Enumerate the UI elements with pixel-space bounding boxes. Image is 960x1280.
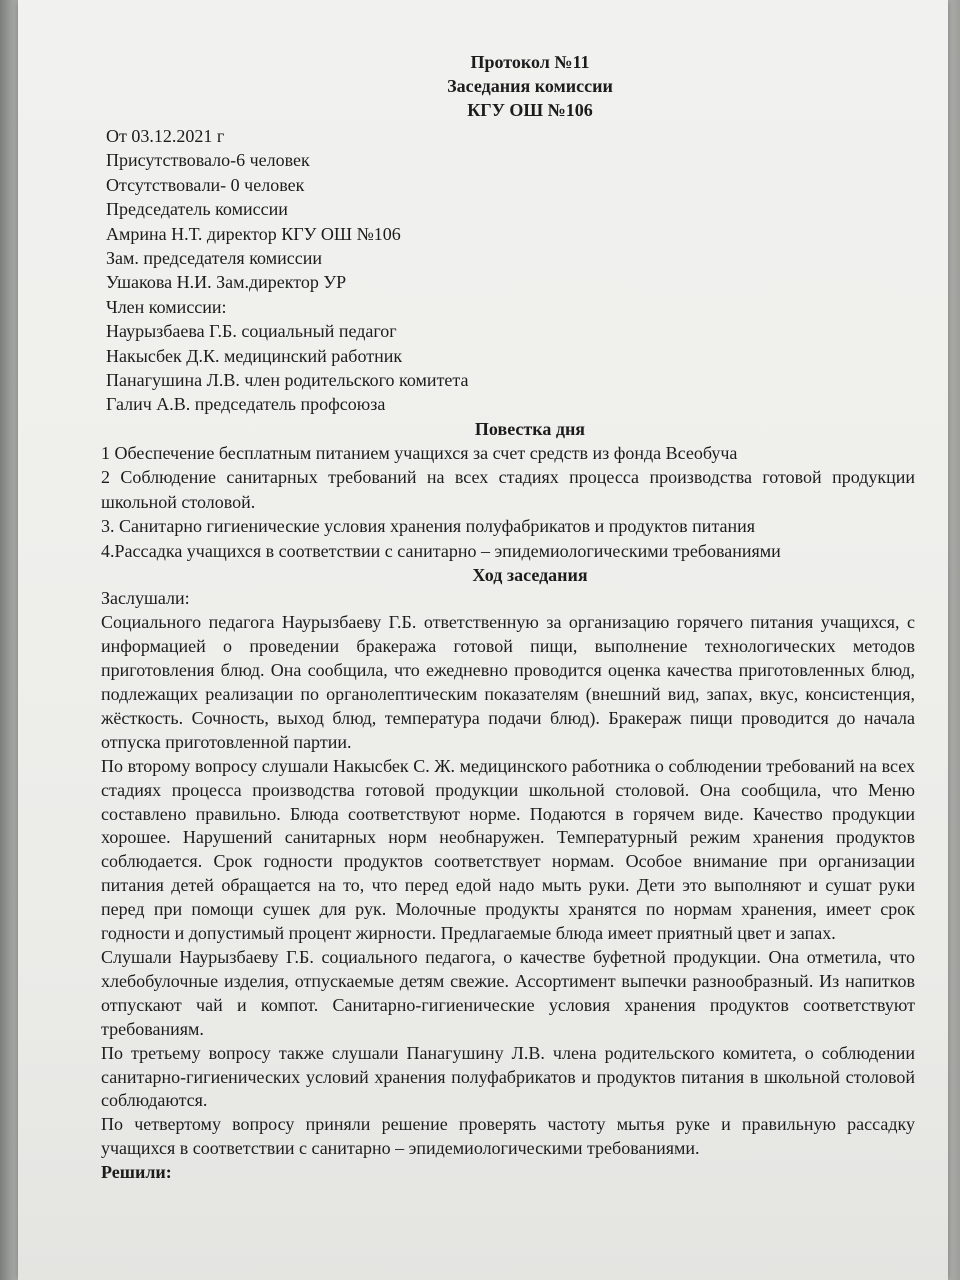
deputy-name: Ушакова Н.И. Зам.директор УР bbox=[106, 272, 347, 293]
agenda-item: 4.Рассадка учащихся в соответствии с санитарно – эпидемиологическими требованиями bbox=[101, 540, 781, 561]
proceedings-paragraph: Социального педагога Наурызбаеву Г.Б. ответственную за организацию горячего питания учащихся, с информацией о проведении бракеража готовой пищи, выполнение технологических методов приготовления блюд. Она сообщила, что ежедневно проводится оценка качества приготовленных блюд, подлежащих реализации по органолептическим показателям (внешний вид, запах, вкус, консистенция, жёсткость. Сочность, выход блюд, температура подачи блюд). Бракераж пищи проводится до начала отпуска приготовленной партии. bbox=[101, 612, 915, 752]
decision-label: Решили: bbox=[101, 1162, 172, 1183]
agenda-item: 1 Обеспечение бесплатным питанием учащихся за счет средств из фонда Всеобуча bbox=[101, 442, 738, 463]
meeting-date: От 03.12.2021 г bbox=[106, 126, 225, 146]
protocol-number: Протокол №11 bbox=[470, 52, 590, 72]
agenda-item: 3. Санитарно гигиенические условия хранения полуфабрикатов и продуктов питания bbox=[101, 516, 756, 537]
members-label: Член комиссии: bbox=[106, 296, 227, 317]
document-sheet bbox=[18, 0, 948, 1280]
proceedings-body bbox=[101, 587, 915, 1185]
chairman-label: Председатель комиссии bbox=[106, 199, 288, 220]
member-item: Накысбек Д.К. медицинский работник bbox=[106, 345, 403, 366]
organization-name: КГУ ОШ №106 bbox=[467, 100, 593, 120]
member-item: Панагушина Л.В. член родительского комитета bbox=[106, 370, 469, 391]
meeting-title: Заседания комиссии bbox=[447, 76, 613, 96]
proceedings-paragraph: Слушали Наурызбаеву Г.Б. социального педагога, о качестве буфетной продукции. Она отметила, что хлебобулочные изделия, отпускаемые детям свежие. Ассортимент выпечки разнообразный. Из напитков отпускают чай и компот. Санитарно-гигиенические условия хранения продуктов соответствуют требованиям. bbox=[101, 946, 915, 1039]
attendance-present: Присутствовало-6 человек bbox=[106, 150, 310, 171]
agenda-item: 2 Соблюдение санитарных требований на всех стадиях процесса производства готовой продукции школьной столовой. bbox=[101, 467, 915, 512]
proceedings-title: Ход заседания bbox=[472, 565, 588, 586]
proceedings-paragraph: По второму вопросу слушали Накысбек С. Ж. медицинского работника о соблюдении требований на всех стадиях процесса производства готовой продукции школьной столовой. Она сообщила, что Меню составлено правильно. Блюда соответствуют норме. Подаются в горячем виде. Качество продукции хорошее. Нарушений санитарных норм необнаружен. Температурный режим хранения продуктов соблюдается. Срок годности продуктов соответствует нормам. Особое внимание при организации питания детей обращается на то, что перед едой надо мыть руки. Дети это выполняют и сушат руки перед при помощи сушек для рук. Молочные продукты хранятся по нормам хранения, имеет срок годности и допустимый процент жирности. Предлагаемые блюда имеет приятный цвет и запах. bbox=[101, 755, 915, 944]
chairman-name: Амрина Н.Т. директор КГУ ОШ №106 bbox=[106, 223, 401, 244]
proceedings-paragraph: По третьему вопросу также слушали Панагушину Л.В. члена родительского комитета, о соблюдении санитарно-гигиенических условий хранения полуфабрикатов и продуктов питания в школьной столовой соблюдаются. bbox=[101, 1042, 915, 1111]
attendance-absent: Отсутствовали- 0 человек bbox=[106, 174, 305, 195]
document-header bbox=[145, 50, 915, 122]
proceedings-paragraph: По четвертому вопросу приняли решение проверять частоту мытья руке и правильную рассадку учащихся в соответствии с санитарно – эпидемиологическими требованиями. bbox=[101, 1114, 915, 1159]
heard-label: Заслушали: bbox=[101, 588, 190, 609]
member-item: Наурызбаева Г.Б. социальный педагог bbox=[106, 321, 397, 342]
meeting-info bbox=[106, 124, 915, 417]
agenda-title: Повестка дня bbox=[474, 418, 586, 439]
document-content bbox=[101, 50, 915, 1185]
member-item: Галич А.В. председатель профсоюза bbox=[106, 394, 386, 415]
deputy-label: Зам. председателя комиссии bbox=[106, 248, 322, 269]
agenda-list bbox=[101, 441, 915, 564]
